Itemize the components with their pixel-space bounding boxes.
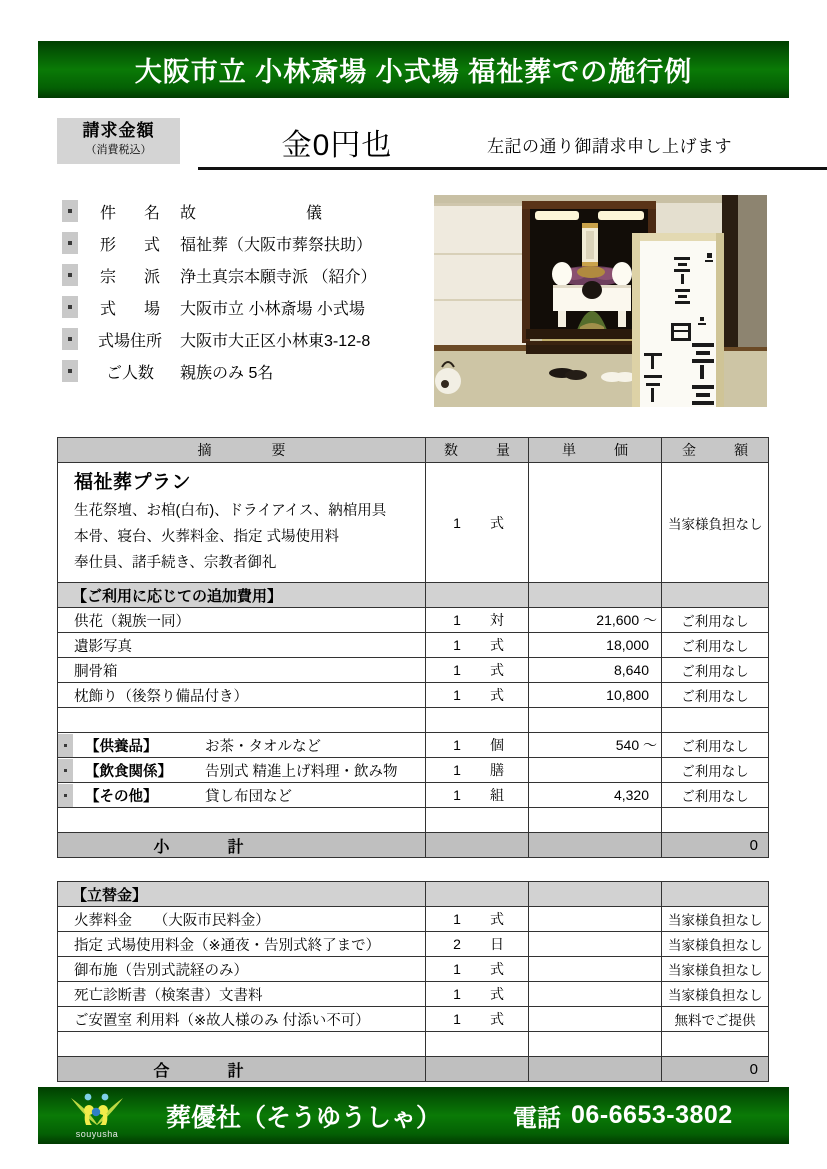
advance-section-qty-blank [426, 882, 529, 907]
row-quantity [426, 783, 529, 808]
row-description: 御布施（告別式読経のみ） [58, 957, 426, 982]
bullet-square-icon [58, 759, 73, 782]
billing-amount-label-box [57, 118, 180, 164]
row-description: 枕飾り（後祭り備品付き） [58, 683, 426, 708]
row-quantity-number: 1 [453, 662, 461, 678]
column-header-amount-a: 金 [682, 442, 696, 458]
spacer-cell [529, 1032, 662, 1057]
company-name: 葬優社（そうゆうしゃ） [166, 1103, 442, 1132]
row-description-text: お茶・タオルなど [205, 738, 321, 755]
row-quantity-unit: 日 [490, 936, 504, 952]
souyusha-logo-icon [68, 1092, 126, 1126]
detail-value [174, 200, 322, 223]
table-row [58, 1007, 769, 1032]
table-header-row [58, 438, 769, 463]
row-description-text: 告別式 精進上げ料理・飲み物 [205, 763, 398, 780]
row-unit-price-value: 21,600 [596, 612, 640, 628]
row-amount: 当家様負担なし [662, 932, 769, 957]
bullet-square-icon [62, 360, 78, 382]
detail-value: 親族のみ 5名 [180, 364, 274, 382]
table-row [58, 932, 769, 957]
venue-photo [434, 195, 767, 407]
row-quantity [426, 608, 529, 633]
advance-section-title: 【立替金】 [58, 882, 426, 907]
spacer-cell [426, 808, 529, 833]
plan-item-line: 本骨、寝台、火葬料金、指定 式場使用料 [74, 529, 340, 545]
row-unit-price [529, 957, 662, 982]
plan-quantity-number: 1 [453, 514, 461, 531]
row-quantity [426, 982, 529, 1007]
advance-section-header-row [58, 882, 769, 907]
row-quantity-unit: 膳 [490, 762, 504, 778]
row-quantity-unit: 組 [490, 787, 504, 803]
row-unit-price [529, 608, 662, 633]
table-row [58, 633, 769, 658]
row-unit-price [529, 932, 662, 957]
subtotal-quantity [426, 833, 529, 858]
detail-value: 浄土真宗本願寺派 （紹介） [180, 268, 377, 286]
detail-label: 式 場 [99, 300, 166, 318]
row-quantity-number: 1 [453, 986, 461, 1002]
detail-value-tail: 儀 [306, 204, 323, 222]
plan-title: 福祉葬プラン [74, 472, 192, 493]
spacer-row [58, 1032, 769, 1057]
subtotal-unit-price [529, 833, 662, 858]
bullet-square-icon [62, 264, 78, 286]
detail-value: 大阪市立 小林斎場 小式場 [180, 300, 365, 318]
grand-total-quantity [426, 1057, 529, 1082]
spacer-cell [58, 1032, 426, 1057]
spacer-cell [426, 1032, 529, 1057]
table-row [58, 608, 769, 633]
row-quantity-number: 1 [453, 637, 461, 653]
subtotal-amount: 0 [662, 833, 769, 858]
subtotal-row [58, 833, 769, 858]
row-quantity-unit: 式 [490, 687, 504, 703]
grand-total-amount: 0 [662, 1057, 769, 1082]
row-quantity-unit: 式 [490, 986, 504, 1002]
billing-amount-label: 請求金額 [82, 121, 155, 140]
column-header-description-a: 摘 [197, 442, 212, 458]
spacer-cell [529, 808, 662, 833]
row-quantity [426, 957, 529, 982]
telephone-number: 06-6653-3802 [571, 1101, 733, 1129]
row-description: 指定 式場使用料金（※通夜・告別式終了まで） [58, 932, 426, 957]
bullet-square-icon [62, 200, 78, 222]
detail-label: 件 名 [99, 204, 166, 222]
venue-photo-illustration [434, 195, 767, 407]
spacer-cell [426, 708, 529, 733]
row-unit-price-tilde: ～ [643, 737, 657, 753]
row-unit-price: 10,800 [529, 683, 662, 708]
grand-total-label-a: 合 [153, 1062, 170, 1080]
row-description [58, 733, 426, 758]
charges-table [57, 437, 769, 858]
row-amount: ご利用なし [662, 683, 769, 708]
advance-section-amount-blank [662, 882, 769, 907]
grand-total-label [58, 1057, 426, 1082]
row-unit-price: 8,640 [529, 658, 662, 683]
row-amount: ご利用なし [662, 633, 769, 658]
row-quantity-number: 1 [453, 961, 461, 977]
row-quantity-number: 2 [453, 936, 461, 952]
grand-total-row [58, 1057, 769, 1082]
title-banner [38, 41, 789, 98]
row-unit-price [529, 1007, 662, 1032]
spacer-cell [662, 808, 769, 833]
row-amount: 無料でご提供 [662, 1007, 769, 1032]
row-description-text: 貸し布団など [205, 788, 292, 805]
row-quantity [426, 1007, 529, 1032]
spacer-cell [529, 708, 662, 733]
subtotal-label-b: 計 [227, 838, 244, 856]
row-unit-price [529, 758, 662, 783]
row-unit-price [529, 907, 662, 932]
spacer-cell [662, 1032, 769, 1057]
table-row [58, 658, 769, 683]
column-header-unit-price-b: 価 [614, 442, 628, 458]
spacer-cell [58, 708, 426, 733]
row-description: 遺影写真 [58, 633, 426, 658]
detail-value-text: 故 [180, 204, 197, 222]
table-row [58, 733, 769, 758]
company-logo [56, 1092, 138, 1139]
row-quantity-unit: 式 [490, 1011, 504, 1027]
spacer-cell [662, 708, 769, 733]
plan-item-line: 生花祭壇、お棺(白布)、ドライアイス、納棺用具 [74, 503, 387, 519]
service-details-list [62, 195, 422, 387]
row-unit-price-value: 540 [615, 737, 640, 753]
detail-label: 形 式 [99, 236, 166, 254]
row-quantity [426, 633, 529, 658]
column-header-unit-price [529, 438, 662, 463]
row-description [58, 783, 426, 808]
row-quantity-number: 1 [453, 787, 461, 803]
row-description: 火葬料金 （大阪市民料金） [58, 907, 426, 932]
table-row [58, 783, 769, 808]
row-description [58, 758, 426, 783]
column-header-quantity-a: 数 [444, 442, 458, 458]
optional-section-qty-blank [426, 583, 529, 608]
row-amount: 当家様負担なし [662, 957, 769, 982]
plan-quantity-cell [426, 463, 529, 583]
plan-amount-cell: 当家様負担なし [662, 463, 769, 583]
detail-label: 式場住所 [97, 332, 162, 350]
detail-value: 福祉葬（大阪市葬祭扶助） [180, 236, 373, 254]
row-category: 【飲食関係】 [85, 763, 172, 780]
logo-wordmark: souyusha [75, 1129, 119, 1139]
row-category: 【供養品】 [85, 738, 158, 755]
advance-section-unit-blank [529, 882, 662, 907]
row-unit-price-tilde: ～ [643, 612, 657, 628]
row-amount: ご利用なし [662, 608, 769, 633]
column-header-amount-b: 額 [734, 442, 748, 458]
row-quantity [426, 733, 529, 758]
row-description: 死亡診断書（検案書）文書料 [58, 982, 426, 1007]
row-quantity-number: 1 [453, 911, 461, 927]
column-header-quantity [426, 438, 529, 463]
row-description: 供花（親族一同） [58, 608, 426, 633]
row-description: 胴骨箱 [58, 658, 426, 683]
optional-section-header-row [58, 583, 769, 608]
row-unit-price: 4,320 [529, 783, 662, 808]
bullet-square-icon [62, 232, 78, 254]
row-unit-price [529, 733, 662, 758]
row-quantity-number: 1 [453, 687, 461, 703]
optional-section-title: 【ご利用に応じての追加費用】 [58, 583, 426, 608]
column-header-quantity-b: 量 [496, 442, 510, 458]
row-quantity [426, 907, 529, 932]
subtotal-label-a: 小 [153, 838, 170, 856]
footer-banner [38, 1087, 789, 1144]
plan-quantity-unit: 式 [490, 514, 504, 531]
optional-section-amount-blank [662, 583, 769, 608]
row-quantity [426, 758, 529, 783]
bullet-square-icon [62, 296, 78, 318]
spacer-row [58, 808, 769, 833]
column-header-amount [662, 438, 769, 463]
row-quantity-unit: 個 [490, 737, 504, 753]
grand-total-label-b: 計 [227, 1062, 244, 1080]
table-row [58, 907, 769, 932]
detail-label: 宗 派 [99, 268, 166, 286]
row-quantity-unit: 式 [490, 637, 504, 653]
row-quantity-unit: 式 [490, 961, 504, 977]
table-row [58, 982, 769, 1007]
row-amount: ご利用なし [662, 658, 769, 683]
billing-statement-note: 左記の通り御請求申し上げます [487, 137, 732, 156]
column-header-description [58, 438, 426, 463]
row-quantity-number: 1 [453, 1011, 461, 1027]
row-quantity-number: 1 [453, 762, 461, 778]
table-row [58, 957, 769, 982]
column-header-description-b: 要 [271, 442, 286, 458]
row-amount: ご利用なし [662, 733, 769, 758]
row-quantity-unit: 対 [490, 612, 504, 628]
bullet-square-icon [58, 734, 73, 757]
row-quantity [426, 658, 529, 683]
row-amount: 当家様負担なし [662, 907, 769, 932]
row-unit-price: 18,000 [529, 633, 662, 658]
row-quantity-number: 1 [453, 737, 461, 753]
spacer-cell [58, 808, 426, 833]
detail-row-sect [62, 259, 422, 291]
row-quantity [426, 932, 529, 957]
bullet-square-icon [58, 784, 73, 807]
row-quantity [426, 683, 529, 708]
telephone-label: 電話 [513, 1105, 562, 1132]
page-title: 大阪市立 小林斎場 小式場 福祉葬での施行例 [134, 57, 693, 87]
plan-description-cell [58, 463, 426, 583]
bullet-square-icon [62, 328, 78, 350]
plan-row [58, 463, 769, 583]
row-description: ご安置室 利用料（※故人様のみ 付添い不可） [58, 1007, 426, 1032]
detail-value: 大阪市大正区小林東3-12-8 [180, 332, 371, 350]
row-quantity-unit: 式 [490, 911, 504, 927]
row-quantity-number: 1 [453, 612, 461, 628]
plan-item-line: 奉仕員、諸手続き、宗教者御礼 [74, 555, 277, 571]
row-category: 【その他】 [85, 788, 158, 805]
detail-label: ご人数 [105, 364, 154, 382]
detail-row-venue [62, 291, 422, 323]
detail-row-case-name [62, 195, 422, 227]
table-row [58, 683, 769, 708]
spacer-row [58, 708, 769, 733]
billing-amount-value: 金0円也 [281, 129, 393, 162]
detail-row-attendees [62, 355, 422, 387]
billing-underline [198, 167, 827, 170]
grand-total-unit-price [529, 1057, 662, 1082]
row-amount: ご利用なし [662, 758, 769, 783]
row-quantity-unit: 式 [490, 662, 504, 678]
table-row [58, 758, 769, 783]
advance-payment-table [57, 881, 769, 1082]
row-amount: 当家様負担なし [662, 982, 769, 1007]
billing-header [57, 118, 777, 174]
detail-row-venue-address [62, 323, 422, 355]
billing-tax-note: （消費税込） [85, 144, 152, 156]
optional-section-unit-blank [529, 583, 662, 608]
column-header-unit-price-a: 単 [562, 442, 576, 458]
plan-unit-price-cell [529, 463, 662, 583]
detail-row-ceremony-type [62, 227, 422, 259]
row-amount: ご利用なし [662, 783, 769, 808]
row-unit-price [529, 982, 662, 1007]
subtotal-label [58, 833, 426, 858]
